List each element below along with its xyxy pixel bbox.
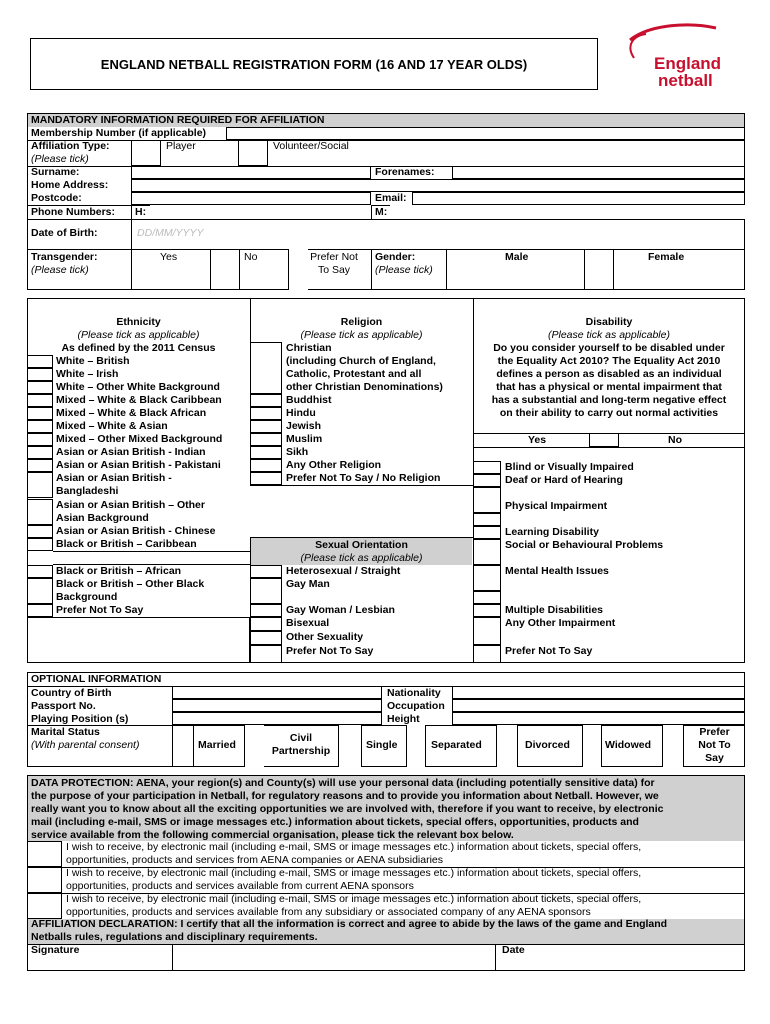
separated-label: Separated xyxy=(431,739,482,751)
data-protection-checkbox[interactable] xyxy=(27,893,62,919)
disability-option: Physical Impairment xyxy=(505,500,608,512)
ethnicity-checkbox[interactable] xyxy=(27,446,53,459)
passport-label: Passport No. xyxy=(31,700,96,712)
divider xyxy=(131,219,132,249)
ethnicity-checkbox[interactable] xyxy=(27,459,53,472)
height-label: Height xyxy=(387,713,420,725)
postcode-field[interactable] xyxy=(131,192,371,205)
gender-label: Gender: xyxy=(375,251,416,263)
religion-option: Muslim xyxy=(286,433,323,445)
gender-female-label: Female xyxy=(648,251,685,263)
transgender-yes-label: Yes xyxy=(160,251,178,263)
data-protection-checkbox[interactable] xyxy=(27,841,62,867)
home-phone-field[interactable] xyxy=(150,205,371,219)
ethnicity-checkbox[interactable] xyxy=(27,499,53,525)
gender-please-tick: (Please tick) xyxy=(375,264,433,276)
surname-field[interactable] xyxy=(131,166,371,179)
divider xyxy=(371,205,372,219)
signature-label: Signature xyxy=(31,944,80,956)
gender-male-label: Male xyxy=(505,251,529,263)
ethnicity-option: Asian or Asian British - xyxy=(56,472,172,484)
sexual-sub: (Please tick as applicable) xyxy=(300,552,423,564)
religion-checkbox[interactable] xyxy=(250,433,282,446)
civil-partnership-checkbox[interactable] xyxy=(338,725,362,767)
civil-checkbox[interactable] xyxy=(244,725,264,767)
disability-yes-label: Yes xyxy=(528,434,547,446)
divider xyxy=(446,249,447,290)
disability-checkbox[interactable] xyxy=(473,591,501,604)
divider xyxy=(27,725,745,726)
divider xyxy=(27,249,745,250)
parental-consent-label: (With parental consent) xyxy=(31,739,140,751)
data-protection-option-line1: I wish to receive, by electronic mail (including e-mail, SMS or image messages etc.) information about tickets, special offers, xyxy=(66,893,642,905)
optional-heading: OPTIONAL INFORMATION xyxy=(31,673,162,685)
data-protection-option-line2: opportunities, products and services available from any subsidiary or associated company of any AENA sponsors xyxy=(66,906,591,918)
data-protection-line: service available from the following commercial organisation, please tick the relevant box below. xyxy=(31,829,514,841)
civil-line1: Civil xyxy=(289,732,313,744)
ethnicity-option: White – Irish xyxy=(56,368,119,380)
transgender-prefer-not-label xyxy=(300,251,368,277)
transgender-yes-checkbox[interactable] xyxy=(210,249,240,290)
religion-checkbox[interactable] xyxy=(250,394,282,407)
prefer-line1: Prefer xyxy=(699,726,730,738)
forenames-field[interactable] xyxy=(452,166,745,179)
sexual-title: Sexual Orientation xyxy=(315,539,408,551)
sexual-option: Gay Woman / Lesbian xyxy=(286,604,395,616)
disability-option: Deaf or Hard of Hearing xyxy=(505,474,623,486)
religion-option: Christian xyxy=(286,342,332,354)
divider xyxy=(131,249,132,290)
ethnicity-title: Ethnicity xyxy=(116,316,161,328)
mandatory-heading: MANDATORY INFORMATION REQUIRED FOR AFFILIATION xyxy=(31,114,325,126)
disability-checkbox[interactable] xyxy=(473,539,501,565)
religion-option: Buddhist xyxy=(286,394,332,406)
disability-checkbox[interactable] xyxy=(473,474,501,487)
ethnicity-bottom-blank xyxy=(27,617,250,663)
disability-option: Prefer Not To Say xyxy=(505,645,593,657)
married-checkbox[interactable] xyxy=(172,725,194,767)
logo-text-england: England xyxy=(654,54,722,73)
disability-checkbox[interactable] xyxy=(473,604,501,617)
disability-checkbox[interactable] xyxy=(473,565,501,591)
religion-checkbox[interactable] xyxy=(250,407,282,420)
player-label: Player xyxy=(166,140,196,152)
ethnicity-option: Mixed – Other Mixed Background xyxy=(56,433,223,445)
religion-option: Any Other Religion xyxy=(286,459,382,471)
disability-checkbox[interactable] xyxy=(473,617,501,645)
title-box xyxy=(30,38,598,90)
sexual-option: Bisexual xyxy=(286,617,330,629)
religion-option: Prefer Not To Say / No Religion xyxy=(286,472,441,484)
separated-checkbox[interactable] xyxy=(496,725,518,767)
religion-checkbox[interactable] xyxy=(250,342,282,394)
ethnicity-checkbox[interactable] xyxy=(27,381,53,394)
ethnicity-option: Bangladeshi xyxy=(56,485,119,497)
home-address-field[interactable] xyxy=(131,179,745,192)
email-label: Email: xyxy=(375,192,407,204)
sexual-option: Gay Man xyxy=(286,578,330,590)
logo-text-netball: netball xyxy=(658,71,713,90)
surname-label: Surname: xyxy=(31,166,80,178)
sexual-checkbox[interactable] xyxy=(250,645,282,663)
data-protection-option-line1: I wish to receive, by electronic mail (including e-mail, SMS or image messages etc.) information about tickets, special offers, xyxy=(66,841,642,853)
divider xyxy=(131,205,132,219)
divider xyxy=(371,249,372,290)
religion-option: Catholic, Protestant and all xyxy=(286,368,422,380)
ethnicity-option: Asian or Asian British - Pakistani xyxy=(56,459,221,471)
prefer-not-line2: To Say xyxy=(317,264,351,276)
ethnicity-sub: (Please tick as applicable) xyxy=(77,329,200,341)
disability-question-line: the Equality Act 2010? The Equality Act 2010 xyxy=(497,355,721,367)
sexual-checkbox[interactable] xyxy=(250,631,282,645)
disability-checkbox[interactable] xyxy=(473,513,501,526)
religion-checkbox[interactable] xyxy=(250,472,282,485)
sexual-checkbox[interactable] xyxy=(250,565,282,578)
disability-yes-checkbox[interactable] xyxy=(589,433,619,447)
ethnicity-option: Mixed – White & Black Caribbean xyxy=(56,394,222,406)
ethnicity-checkbox[interactable] xyxy=(27,433,53,446)
please-tick-label: (Please tick) xyxy=(31,153,89,165)
prefer-line3: Say xyxy=(705,752,724,764)
data-protection-line: really want you to know about all the exciting opportunities we are involved with, therefore if you want to receive, by electronic xyxy=(31,803,664,815)
data-protection-option-line1: I wish to receive, by electronic mail (including e-mail, SMS or image messages etc.) information about tickets, special offers, xyxy=(66,867,642,879)
dob-field[interactable]: DD/MM/YYYY xyxy=(137,227,204,239)
widowed-checkbox[interactable] xyxy=(662,725,684,767)
divorced-checkbox[interactable] xyxy=(582,725,602,767)
religion-title: Religion xyxy=(340,316,383,328)
sexual-checkbox[interactable] xyxy=(250,617,282,631)
data-protection-line: mail (including e-mail, SMS or image messages etc.) information about tickets, special offers, opportunities, products and xyxy=(31,816,639,828)
ethnicity-checkbox[interactable] xyxy=(27,472,53,498)
date-label: Date xyxy=(502,944,525,956)
mobile-phone-label: M: xyxy=(375,206,388,218)
divider xyxy=(473,447,745,448)
disability-option: Multiple Disabilities xyxy=(505,604,604,616)
home-phone-label: H: xyxy=(135,206,147,218)
occupation-label: Occupation xyxy=(387,700,445,712)
disability-option: Blind or Visually Impaired xyxy=(505,461,634,473)
disability-question-line: defines a person as disabled as an individual xyxy=(496,368,722,380)
passport-field[interactable] xyxy=(172,699,382,712)
disability-question-line: Do you consider yourself to be disabled under xyxy=(493,342,725,354)
disability-checkbox[interactable] xyxy=(473,487,501,513)
ethnicity-checkbox[interactable] xyxy=(27,355,53,368)
prefer-not-line1: Prefer Not xyxy=(310,251,358,263)
player-checkbox[interactable] xyxy=(131,140,161,166)
data-protection-line: DATA PROTECTION: AENA, your region(s) and County(s) will use your personal data (including potentially sensitive data) for xyxy=(31,777,655,789)
data-protection-option-line2: opportunities, products and services available from current AENA sponsors xyxy=(66,880,414,892)
civil-partnership-label xyxy=(264,732,338,758)
disability-option: Social or Behavioural Problems xyxy=(505,539,664,551)
ethnicity-option: Asian Background xyxy=(56,512,149,524)
transgender-please-tick: (Please tick) xyxy=(31,264,89,276)
ethnicity-option: Background xyxy=(56,591,118,603)
religion-option: (including Church of England, xyxy=(286,355,436,367)
home-address-label: Home Address: xyxy=(31,179,109,191)
religion-sub: (Please tick as applicable) xyxy=(300,329,423,341)
ethnicity-option: Prefer Not To Say xyxy=(56,604,144,616)
transgender-label: Transgender: xyxy=(31,251,98,263)
nationality-field[interactable] xyxy=(452,686,745,699)
sexual-option: Other Sexuality xyxy=(286,631,364,643)
prefer-line2: Not To xyxy=(698,739,731,751)
disability-sub: (Please tick as applicable) xyxy=(548,329,670,341)
page-title: ENGLAND NETBALL REGISTRATION FORM (16 AND 17 YEAR OLDS) xyxy=(100,57,528,72)
transgender-no-label: No xyxy=(244,251,258,263)
divider xyxy=(27,219,745,220)
disability-no-label: No xyxy=(668,434,682,446)
nationality-label: Nationality xyxy=(387,687,441,699)
membership-field[interactable] xyxy=(226,127,745,140)
ethnicity-checkbox[interactable] xyxy=(27,538,53,551)
disability-checkbox[interactable] xyxy=(473,461,501,474)
religion-checkbox[interactable] xyxy=(250,446,282,459)
disability-question-line: has a substantial and long-term negative effect xyxy=(491,394,727,406)
disability-question-line: that has a physical or mental impairment that xyxy=(496,381,722,393)
ethnicity-checkbox[interactable] xyxy=(27,394,53,407)
religion-option: Hindu xyxy=(286,407,316,419)
ethnicity-census: As defined by the 2011 Census xyxy=(61,342,216,354)
ethnicity-option: White – British xyxy=(56,355,130,367)
ethnicity-option: Asian or Asian British – Other xyxy=(56,499,205,511)
ethnicity-option: Black or British – Caribbean xyxy=(56,538,197,550)
volunteer-label: Volunteer/Social xyxy=(273,140,349,152)
membership-label: Membership Number (if applicable) xyxy=(31,127,207,139)
sexual-checkbox[interactable] xyxy=(250,604,282,617)
sexual-checkbox[interactable] xyxy=(250,578,282,604)
occupation-field[interactable] xyxy=(452,699,745,712)
phone-label: Phone Numbers: xyxy=(31,206,116,218)
religion-checkbox[interactable] xyxy=(250,420,282,433)
ethnicity-option: Mixed – White & Black African xyxy=(56,407,207,419)
disability-question-line: on their ability to carry out normal activities xyxy=(499,407,719,419)
volunteer-checkbox[interactable] xyxy=(238,140,268,166)
religion-option: Jewish xyxy=(286,420,322,432)
disability-title: Disability xyxy=(585,316,633,328)
data-protection-checkbox[interactable] xyxy=(27,867,62,893)
affiliation-type-label: Affiliation Type: xyxy=(31,140,110,152)
single-label: Single xyxy=(366,739,398,751)
ethnicity-option: Black or British – Other Black xyxy=(56,578,205,590)
postcode-label: Postcode: xyxy=(31,192,82,204)
data-protection-option-line2: opportunities, products and services from AENA companies or AENA subsidiaries xyxy=(66,854,444,866)
religion-blank-row xyxy=(250,485,473,538)
ethnicity-option: White – Other White Background xyxy=(56,381,220,393)
country-of-birth-label: Country of Birth xyxy=(31,687,112,699)
sexual-option: Heterosexual / Straight xyxy=(286,565,401,577)
ethnicity-option: Mixed – White & Asian xyxy=(56,420,168,432)
religion-checkbox[interactable] xyxy=(250,459,282,472)
forenames-label: Forenames: xyxy=(375,166,435,178)
declaration-line2: Netballs rules, regulations and disciplinary requirements. xyxy=(31,931,318,943)
ethnicity-checkbox[interactable] xyxy=(27,565,53,578)
religion-option: Sikh xyxy=(286,446,309,458)
married-label: Married xyxy=(198,739,236,751)
single-checkbox[interactable] xyxy=(406,725,426,767)
email-field[interactable] xyxy=(412,192,745,205)
country-of-birth-field[interactable] xyxy=(172,686,382,699)
gender-male-checkbox[interactable] xyxy=(584,249,614,290)
mobile-phone-field[interactable] xyxy=(390,205,745,219)
ethnicity-checkbox[interactable] xyxy=(27,368,53,381)
data-protection-line: the purpose of your participation in Netball, for regulatory reasons and to provide you information about Netball. However, we xyxy=(31,790,659,802)
ethnicity-checkbox[interactable] xyxy=(27,604,53,617)
disability-checkbox[interactable] xyxy=(473,526,501,539)
ethnicity-blank-row xyxy=(53,551,250,565)
sexual-option: Prefer Not To Say xyxy=(286,645,374,657)
prefer-not-to-say-label xyxy=(684,726,745,765)
dob-label: Date of Birth: xyxy=(31,227,98,239)
divorced-label: Divorced xyxy=(525,739,570,751)
signature-field[interactable] xyxy=(172,944,496,971)
playing-position-label: Playing Position (s) xyxy=(31,713,129,725)
playing-position-field[interactable] xyxy=(172,712,382,725)
disability-option: Learning Disability xyxy=(505,526,599,538)
disability-option: Any Other Impairment xyxy=(505,617,616,629)
ethnicity-checkbox[interactable] xyxy=(27,578,53,604)
declaration-line1: AFFILIATION DECLARATION: I certify that all the information is correct and agree to abide by the laws of the game and England xyxy=(31,918,668,930)
civil-line2: Partnership xyxy=(271,745,331,757)
ethnicity-option: Asian or Asian British - Indian xyxy=(56,446,206,458)
ethnicity-checkbox[interactable] xyxy=(27,420,53,433)
marital-status-label: Marital Status xyxy=(31,726,100,738)
disability-checkbox[interactable] xyxy=(473,645,501,663)
disability-option: Mental Health Issues xyxy=(505,565,609,577)
ethnicity-checkbox[interactable] xyxy=(27,407,53,420)
religion-option: other Christian Denominations) xyxy=(286,381,443,393)
height-field[interactable] xyxy=(452,712,745,725)
ethnicity-option: Asian or Asian British - Chinese xyxy=(56,525,216,537)
widowed-label: Widowed xyxy=(605,739,651,751)
ethnicity-option: Black or British – African xyxy=(56,565,182,577)
england-netball-logo xyxy=(620,22,730,92)
ethnicity-checkbox[interactable] xyxy=(27,525,53,538)
